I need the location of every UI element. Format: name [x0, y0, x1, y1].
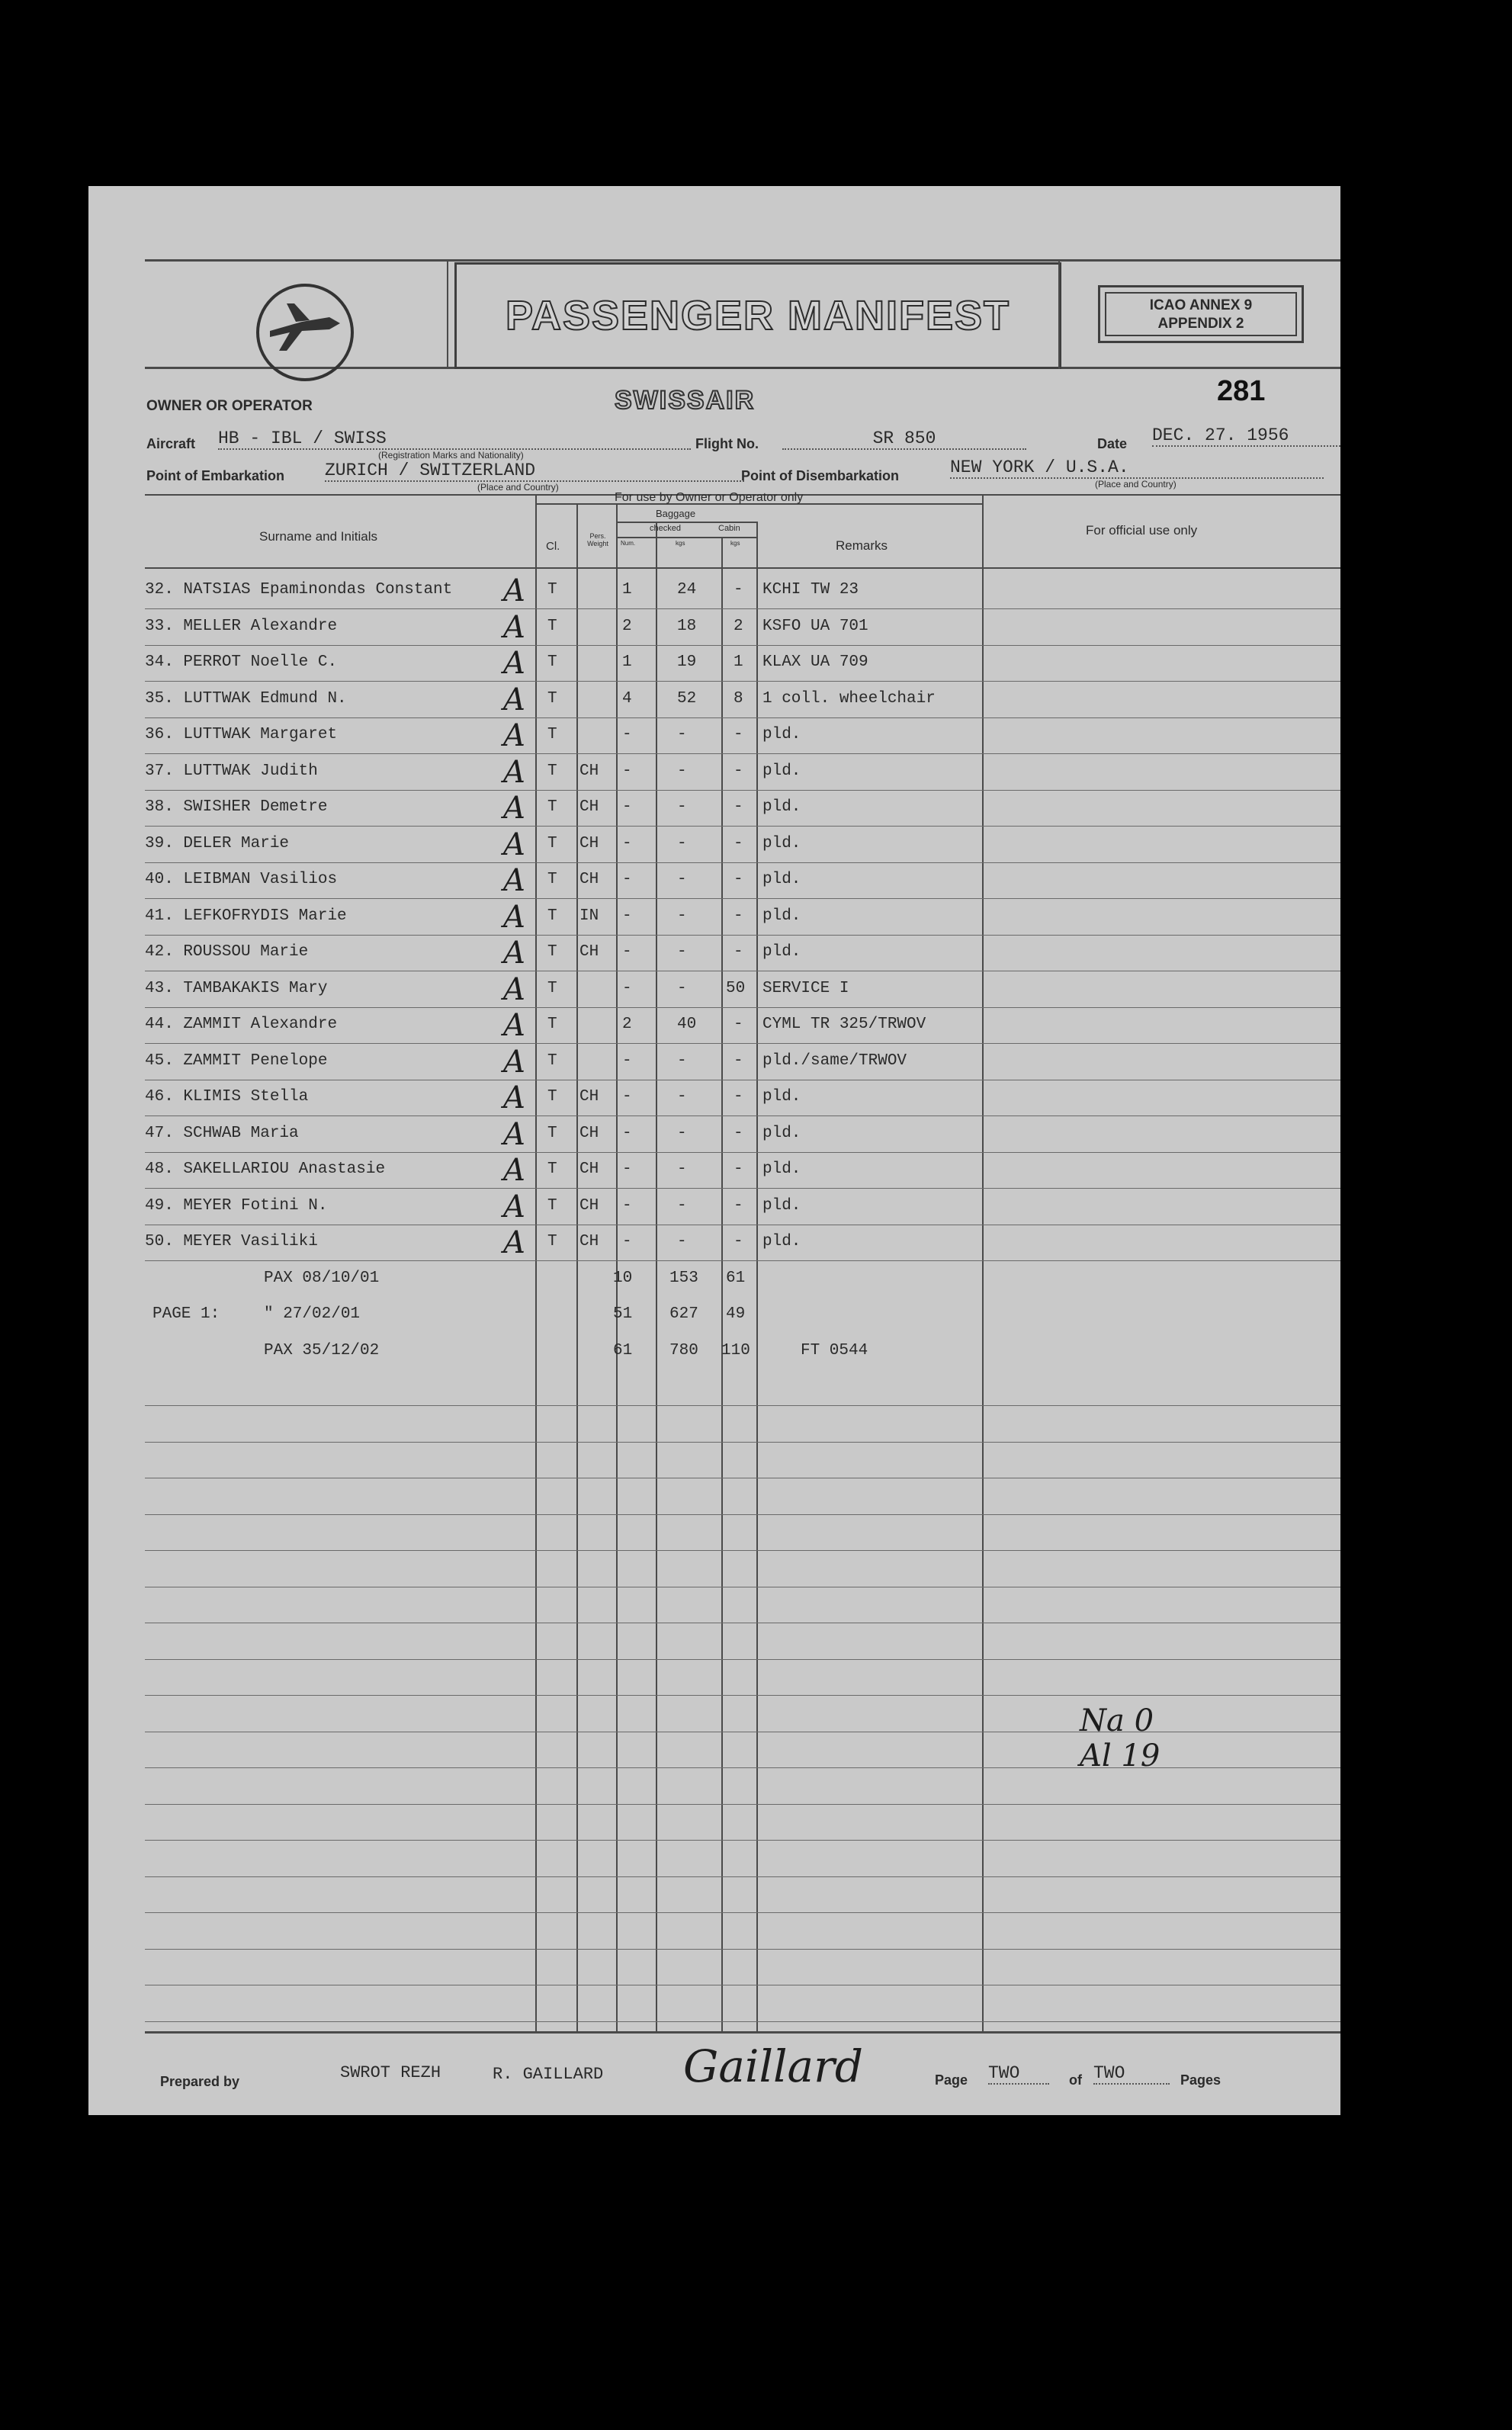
cl-value: T: [547, 871, 557, 888]
passenger-name: 50. MEYER Vasiliki: [145, 1233, 318, 1250]
cabin-value: 2: [734, 617, 743, 635]
passenger-name: 38. SWISHER Demetre: [145, 798, 328, 816]
prepared-by-value2: R. GAILLARD: [493, 2065, 604, 2084]
cabin-value: 1: [734, 653, 743, 671]
passenger-name: " 27/02/01: [264, 1305, 361, 1323]
date-value: DEC. 27. 1956: [1152, 425, 1340, 447]
passenger-name: 47. SCHWAB Maria: [145, 1124, 299, 1142]
remarks-value: pld.: [762, 1160, 801, 1178]
remarks-value: pld.: [762, 1233, 801, 1250]
blank-rule: [145, 1767, 1340, 1768]
remarks-value: pld./same/TRWOV: [762, 1051, 907, 1070]
cabin-value: -: [734, 762, 743, 780]
table-row: [145, 865, 1103, 900]
passenger-name: 44. ZAMMIT Alexandre: [145, 1016, 338, 1033]
remarks-value: KCHI TW 23: [762, 581, 859, 599]
passenger-name: 37. LUTTWAK Judith: [145, 762, 318, 780]
cabin-value: -: [734, 726, 743, 743]
table-row: [145, 937, 1103, 973]
blank-rule: [145, 1804, 1340, 1805]
cl-value: T: [547, 1196, 557, 1215]
remarks-value: 1 coll. wheelchair: [762, 689, 936, 708]
arrival-mark: A: [503, 1080, 525, 1115]
cabin-value: 61: [726, 1269, 746, 1287]
checked-header: checked: [650, 524, 681, 533]
blank-rule: [145, 1912, 1340, 1913]
baggage-kgs-value: -: [677, 979, 687, 997]
baggage-num-value: -: [622, 1233, 632, 1250]
pers-weight-value: IN: [579, 907, 599, 925]
arrival-mark: A: [503, 609, 525, 645]
cabin-value: -: [734, 581, 743, 599]
cabin-value: -: [734, 798, 743, 816]
cl-value: T: [547, 798, 557, 816]
arrival-mark: A: [503, 1189, 525, 1225]
baggage-num-value: -: [622, 726, 632, 743]
official-header: For official use only: [1086, 523, 1198, 538]
table-row: [145, 1116, 1103, 1154]
baggage-num-value: 61: [613, 1341, 633, 1359]
row-rule: [145, 790, 1340, 791]
baggage-num-value: 10: [613, 1269, 633, 1287]
row-rule: [145, 1260, 1340, 1261]
blank-rule: [145, 1550, 1340, 1551]
aircraft-value: HB - IBL / SWISS: [218, 429, 691, 450]
cl-value: T: [547, 1160, 557, 1178]
row-rule: [145, 1043, 1340, 1044]
remarks-value: KSFO UA 701: [762, 617, 868, 635]
pers-weight-value: CH: [579, 1124, 599, 1142]
icao-inner-frame: [1105, 292, 1297, 336]
baggage-kgs-value: -: [677, 834, 687, 852]
remarks-value: pld.: [762, 834, 801, 852]
remarks-value: FT 0544: [801, 1341, 868, 1359]
passenger-name: 40. LEIBMAN Vasilios: [145, 871, 338, 888]
cabin-kgs-header: kgs: [730, 540, 740, 547]
arrival-mark: A: [503, 1008, 525, 1043]
remarks-value: KLAX UA 709: [762, 653, 868, 671]
passenger-name: PAX 08/10/01: [264, 1269, 380, 1287]
arrival-mark: A: [503, 791, 525, 826]
baggage-num-value: -: [622, 762, 632, 780]
date-label: Date: [1097, 436, 1128, 451]
arrival-mark: A: [503, 1153, 525, 1188]
row-rule: [145, 753, 1340, 754]
disembarkation-label: Point of Disembarkation: [741, 468, 900, 483]
baggage-kgs-value: -: [677, 726, 687, 743]
prepared-by-value1: SWROT REZH: [340, 2063, 441, 2082]
table-row: [145, 720, 1103, 756]
table-row: [145, 1010, 1103, 1045]
baggage-num-value: 2: [622, 1016, 632, 1033]
baggage-kgs-value: 780: [669, 1341, 698, 1359]
remarks-value: pld.: [762, 943, 801, 961]
table-header-rule: [145, 567, 1340, 569]
pers-weight-value: CH: [579, 1088, 599, 1106]
cabin-value: -: [734, 1051, 743, 1070]
table-row: [145, 575, 1103, 611]
row-rule: [145, 1152, 1340, 1153]
cl-value: T: [547, 943, 557, 961]
blank-rule: [145, 1949, 1340, 1950]
row-rule: [145, 935, 1340, 936]
remarks-value: pld.: [762, 798, 801, 816]
row-rule: [145, 645, 1340, 646]
table-row: [145, 1227, 1103, 1263]
blank-rule: [145, 1695, 1340, 1696]
passenger-name: 33. MELLER Alexandre: [145, 617, 338, 635]
cabin-value: -: [734, 834, 743, 852]
owner-value: SWISSAIR: [615, 386, 756, 415]
cabin-value: -: [734, 1196, 743, 1215]
cl-value: T: [547, 726, 557, 743]
cabin-value: 110: [721, 1341, 750, 1359]
passenger-name: 36. LUTTWAK Margaret: [145, 726, 338, 743]
pers-weight-value: CH: [579, 762, 599, 780]
cabin-value: 8: [734, 689, 743, 708]
baggage-num-value: -: [622, 834, 632, 852]
passenger-name: 41. LEFKOFRYDIS Marie: [145, 907, 347, 925]
page-number: 281: [1217, 375, 1266, 407]
blank-rule: [145, 1659, 1340, 1660]
baggage-kgs-value: 24: [677, 581, 697, 599]
table-row: [145, 901, 1103, 937]
table-row: [145, 1191, 1103, 1227]
remarks-value: pld.: [762, 871, 801, 888]
kgs-header: kgs: [676, 540, 685, 547]
cl-value: T: [547, 762, 557, 780]
arrival-mark: A: [503, 754, 525, 790]
baggage-kgs-value: -: [677, 871, 687, 888]
passenger-name: 45. ZAMMIT Penelope: [145, 1051, 328, 1070]
page-label: Page: [935, 2072, 968, 2088]
blank-rule: [145, 1840, 1340, 1841]
cl-value: T: [547, 979, 557, 997]
passenger-name: 48. SAKELLARIOU Anastasie: [145, 1160, 386, 1178]
baggage-num-value: 1: [622, 653, 632, 671]
cabin-value: -: [734, 1160, 743, 1178]
cabin-value: -: [734, 1088, 743, 1106]
checked-rule: [616, 537, 756, 538]
baggage-header: Baggage: [656, 508, 696, 519]
cl-value: T: [547, 1233, 557, 1250]
cl-header: Cl.: [546, 540, 560, 553]
arrival-mark: A: [503, 573, 525, 608]
baggage-num-value: -: [622, 1088, 632, 1106]
baggage-num-value: 51: [613, 1305, 633, 1323]
blank-rule: [145, 1876, 1340, 1877]
table-row: [145, 1154, 1103, 1190]
table-row: [145, 971, 1103, 1010]
pers-weight-header: Pers. Weight: [587, 532, 608, 547]
baggage-kgs-value: 153: [669, 1269, 698, 1287]
baggage-num-value: -: [622, 1196, 632, 1215]
num-header: Num.: [621, 540, 636, 547]
page-value: TWO: [988, 2063, 1049, 2085]
row-rule: [145, 826, 1340, 827]
row-rule: [145, 717, 1340, 718]
logo-divider: [447, 259, 448, 369]
baggage-kgs-value: -: [677, 798, 687, 816]
table-row: [145, 647, 1103, 683]
cabin-value: -: [734, 1233, 743, 1250]
cl-value: T: [547, 689, 557, 708]
blank-rule: [145, 1514, 1340, 1515]
official-note-line1: Na 0: [1080, 1703, 1154, 1738]
passenger-name: 46. KLIMIS Stella: [145, 1088, 309, 1106]
baggage-kgs-value: -: [677, 943, 687, 961]
arrival-mark: A: [503, 1116, 525, 1152]
cabin-value: 50: [726, 979, 746, 997]
signature: Gaillard: [683, 2040, 863, 2092]
arrival-mark: A: [503, 971, 525, 1007]
embarkation-note: (Place and Country): [477, 482, 559, 493]
remarks-value: pld.: [762, 726, 801, 743]
remarks-value: pld.: [762, 762, 801, 780]
passenger-name: 49. MEYER Fotini N.: [145, 1196, 328, 1215]
cl-value: T: [547, 653, 557, 671]
row-rule: [145, 1007, 1340, 1008]
baggage-kgs-value: 18: [677, 617, 697, 635]
cl-value: T: [547, 581, 557, 599]
cl-value: T: [547, 834, 557, 852]
embarkation-label: Point of Embarkation: [146, 468, 285, 483]
of-label: of: [1069, 2072, 1082, 2088]
table-row: [145, 756, 1103, 792]
remarks-value: pld.: [762, 1196, 801, 1215]
baggage-num-value: 2: [622, 617, 632, 635]
baggage-kgs-value: -: [677, 762, 687, 780]
embarkation-value: ZURICH / SWITZERLAND: [325, 461, 744, 482]
pages-label: Pages: [1180, 2072, 1221, 2088]
arrival-mark: A: [503, 1225, 525, 1260]
baggage-kgs-value: 627: [669, 1305, 698, 1323]
manifest-sheet: [88, 186, 1340, 2115]
baggage-kgs-value: 40: [677, 1016, 697, 1033]
row-rule: [145, 1115, 1340, 1116]
arrival-mark: A: [503, 646, 525, 681]
cabin-value: 49: [726, 1305, 746, 1323]
of-value: TWO: [1093, 2063, 1170, 2085]
baggage-num-value: 4: [622, 689, 632, 708]
disembarkation-value: NEW YORK / U.S.A.: [950, 457, 1324, 479]
arrival-mark: A: [503, 1044, 525, 1080]
flight-label: Flight No.: [695, 436, 759, 451]
icao-box: [1098, 285, 1304, 343]
icao-line2: APPENDIX 2: [1157, 316, 1244, 332]
baggage-num-value: -: [622, 943, 632, 961]
disembarkation-note: (Place and Country): [1095, 479, 1177, 490]
prepared-by-label: Prepared by: [160, 2074, 240, 2089]
blank-rule: [145, 1405, 1340, 1406]
cabin-value: -: [734, 1124, 743, 1142]
remarks-header: Remarks: [836, 538, 888, 553]
cl-value: T: [547, 907, 557, 925]
baggage-num-value: -: [622, 1051, 632, 1070]
blank-rule: [145, 1442, 1340, 1443]
remarks-value: pld.: [762, 907, 801, 925]
arrival-mark: A: [503, 827, 525, 862]
blank-rule: [145, 2021, 1340, 2022]
total-row: [145, 1299, 1103, 1335]
title-box: [454, 262, 1061, 369]
baggage-rule: [616, 522, 756, 523]
baggage-num-value: -: [622, 871, 632, 888]
baggage-kgs-value: -: [677, 1233, 687, 1250]
flight-value: SR 850: [782, 429, 1026, 450]
row-rule: [145, 681, 1340, 682]
baggage-num-value: -: [622, 979, 632, 997]
row-left: PAGE 1:: [152, 1305, 220, 1323]
total-row: [145, 1336, 1103, 1372]
surname-header: Surname and Initials: [259, 529, 377, 544]
pers-weight-value: CH: [579, 943, 599, 961]
official-note-line2: Al 19: [1080, 1738, 1160, 1774]
baggage-kgs-value: -: [677, 1196, 687, 1215]
passenger-name: 43. TAMBAKAKIS Mary: [145, 979, 328, 997]
baggage-kgs-value: 52: [677, 689, 697, 708]
baggage-num-value: -: [622, 1124, 632, 1142]
cabin-value: -: [734, 871, 743, 888]
arrival-mark: A: [503, 899, 525, 935]
baggage-kgs-value: -: [677, 1124, 687, 1142]
cl-value: T: [547, 1016, 557, 1033]
table-bottom-rule: [145, 2031, 1340, 2034]
passenger-name: 35. LUTTWAK Edmund N.: [145, 689, 347, 708]
passenger-name: 34. PERROT Noelle C.: [145, 653, 338, 671]
owner-label: OWNER OR OPERATOR: [146, 398, 313, 414]
owner-use-header: For use by Owner or Operator only: [615, 491, 804, 504]
baggage-kgs-value: -: [677, 1088, 687, 1106]
passenger-name: PAX 35/12/02: [264, 1341, 380, 1359]
pers-weight-value: CH: [579, 871, 599, 888]
cl-value: T: [547, 1051, 557, 1070]
passenger-name: 39. DELER Marie: [145, 834, 290, 852]
baggage-kgs-value: -: [677, 1160, 687, 1178]
passenger-name: 42. ROUSSOU Marie: [145, 943, 309, 961]
table-row: [145, 609, 1103, 647]
baggage-num-value: -: [622, 907, 632, 925]
passenger-name: 32. NATSIAS Epaminondas Constant: [145, 581, 453, 599]
row-rule: [145, 1188, 1340, 1189]
table-row: [145, 1046, 1103, 1082]
arrival-mark: A: [503, 682, 525, 717]
baggage-num-value: 1: [622, 581, 632, 599]
cl-value: T: [547, 617, 557, 635]
cabin-value: -: [734, 943, 743, 961]
baggage-num-value: -: [622, 798, 632, 816]
remarks-value: CYML TR 325/TRWOV: [762, 1016, 926, 1033]
page-title: PASSENGER MANIFEST: [505, 293, 1011, 339]
cl-value: T: [547, 1124, 557, 1142]
remarks-value: pld.: [762, 1124, 801, 1142]
pers-weight-value: CH: [579, 1160, 599, 1178]
title-divider: [1058, 259, 1060, 369]
registration-note: (Registration Marks and Nationality): [378, 450, 524, 461]
row-rule: [145, 862, 1340, 863]
table-row: [145, 1082, 1103, 1118]
cabin-header: Cabin: [718, 524, 740, 533]
total-row: [145, 1263, 1103, 1299]
baggage-kgs-value: 19: [677, 653, 697, 671]
baggage-num-value: -: [622, 1160, 632, 1178]
remarks-value: pld.: [762, 1088, 801, 1106]
table-row: [145, 829, 1103, 865]
cl-value: T: [547, 1088, 557, 1106]
arrival-mark: A: [503, 936, 525, 971]
cabin-value: -: [734, 907, 743, 925]
top-rule: [145, 259, 1340, 262]
cabin-value: -: [734, 1016, 743, 1033]
swissair-logo-icon: [256, 284, 354, 381]
row-rule: [145, 898, 1340, 899]
pers-weight-value: CH: [579, 1196, 599, 1215]
table-row: [145, 792, 1103, 828]
pers-weight-value: CH: [579, 1233, 599, 1250]
icao-line1: ICAO ANNEX 9: [1149, 297, 1253, 313]
pers-weight-value: CH: [579, 834, 599, 852]
row-rule: [145, 608, 1340, 609]
remarks-value: SERVICE I: [762, 979, 849, 997]
baggage-kgs-value: -: [677, 1051, 687, 1070]
aircraft-label: Aircraft: [146, 436, 196, 451]
arrival-mark: A: [503, 718, 525, 753]
baggage-kgs-value: -: [677, 907, 687, 925]
arrival-mark: A: [503, 863, 525, 898]
pers-weight-value: CH: [579, 798, 599, 816]
table-row: [145, 684, 1103, 720]
